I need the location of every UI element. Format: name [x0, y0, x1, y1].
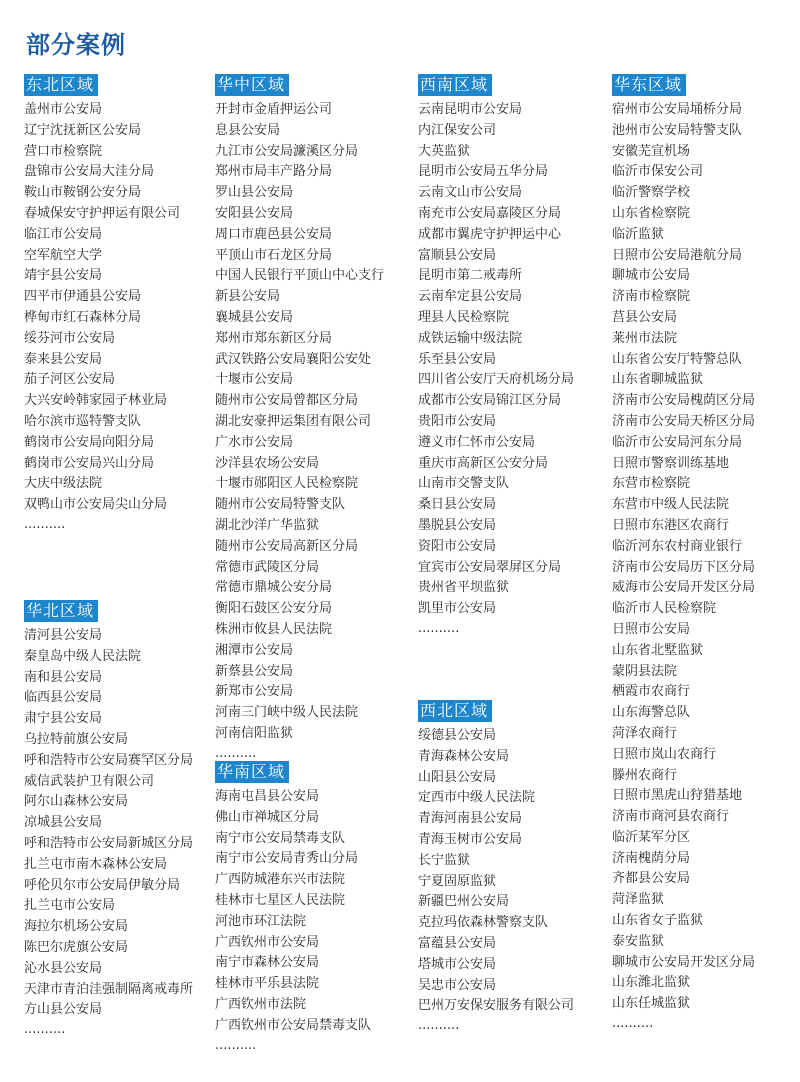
list-item: 茄子河区公安局 — [24, 372, 116, 388]
list-item: 呼和浩特市公安局赛罕区分局 — [24, 752, 194, 768]
list-item: 辽宁沈抚新区公安局 — [24, 122, 142, 138]
list-item: 广西钦州市法院 — [215, 996, 307, 1012]
list-item: 泰来县公安局 — [24, 351, 103, 367]
region-header: 华东区域 — [612, 74, 686, 96]
list-item: 广西钦州市公安局 — [215, 934, 320, 950]
list-item: 池州市公安局特警支队 — [612, 122, 743, 138]
more-indicator: .......... — [418, 620, 460, 636]
case-list — [24, 100, 180, 537]
region-east — [612, 74, 755, 1036]
list-item: 山南市交警支队 — [418, 476, 510, 492]
list-item: 呼和浩特市公安局新城区分局 — [24, 835, 194, 851]
list-item: 贵州省平坝监狱 — [418, 580, 510, 596]
list-item: 四平市伊通县公安局 — [24, 289, 142, 305]
list-item: 桂林市七星区人民法院 — [215, 892, 346, 908]
region-northwest — [418, 700, 574, 1038]
list-item: 南和县公安局 — [24, 669, 103, 685]
case-list — [612, 100, 755, 1036]
list-item: 罗山县公安局 — [215, 185, 294, 201]
list-item: 山东省聊城监狱 — [612, 372, 704, 388]
list-item: 宁夏固原监狱 — [418, 873, 497, 889]
list-item: 济南槐荫分局 — [612, 850, 691, 866]
list-item: 沁水县公安局 — [24, 960, 103, 976]
list-item: 济南市检察院 — [612, 289, 691, 305]
region-northeast — [24, 74, 180, 537]
list-item: 莒县公安局 — [612, 309, 678, 325]
list-item: 吴忠市公安局 — [418, 977, 497, 993]
list-item: 新县公安局 — [215, 289, 281, 305]
list-item: 鹤岗市公安局兴山分局 — [24, 455, 155, 471]
more-indicator: .......... — [612, 1016, 654, 1032]
list-item: 日照市东港区农商行 — [612, 517, 730, 533]
list-item: 海南屯昌县公安局 — [215, 789, 320, 804]
list-item: 开封市金盾押运公司 — [215, 102, 333, 117]
list-item: 方山县公安局 — [24, 1002, 103, 1018]
list-item: 九江市公安局濂溪区分局 — [215, 143, 359, 159]
list-item: 空军航空大学 — [24, 247, 103, 263]
list-item: 桂林市平乐县法院 — [215, 976, 320, 992]
list-item: 克拉玛依森林警察支队 — [418, 915, 549, 931]
region-south — [215, 761, 371, 1057]
list-item: 凉城县公安局 — [24, 815, 103, 831]
list-item: 内江保安公司 — [418, 122, 497, 138]
list-item: 莱州市法院 — [612, 330, 678, 346]
list-item: 呼伦贝尔市公安局伊敏分局 — [24, 877, 181, 893]
list-item: 云南牟定县公安局 — [418, 289, 523, 305]
list-item: 栖霞市农商行 — [612, 684, 691, 700]
region-north — [24, 600, 193, 1042]
list-item: 墨脱县公安局 — [418, 517, 497, 533]
list-item: 随州市公安局高新区分局 — [215, 538, 359, 554]
list-item: 临沂监狱 — [612, 226, 665, 242]
list-item: 安阳县公安局 — [215, 205, 294, 221]
list-item: 济南市商河县农商行 — [612, 809, 730, 825]
list-item: 菏泽监狱 — [612, 892, 665, 908]
list-item: 东营市检察院 — [612, 476, 691, 492]
list-item: 乌拉特前旗公安局 — [24, 731, 129, 747]
region-central — [215, 74, 384, 766]
region-header: 西南区域 — [418, 74, 492, 96]
list-item: 日照市公安局 — [612, 621, 691, 637]
list-item: 河南三门峡中级人民法院 — [215, 705, 359, 721]
list-item: 靖宇县公安局 — [24, 268, 103, 284]
list-item: 新郑市公安局 — [215, 684, 294, 700]
list-item: 襄城县公安局 — [215, 309, 294, 325]
list-item: 日照市岚山农商行 — [612, 746, 717, 762]
list-item: 河南信阳监狱 — [215, 725, 294, 741]
list-item: 宿州市公安局埇桥分局 — [612, 102, 743, 117]
list-item: 十堰市公安局 — [215, 372, 294, 388]
list-item: 东营市中级人民法院 — [612, 497, 730, 513]
list-item: 盘锦市公安局大洼分局 — [24, 164, 155, 180]
list-item: 衡阳石鼓区公安分局 — [215, 601, 333, 617]
list-item: 宜宾市公安局翠屏区分局 — [418, 559, 562, 575]
list-item: 日照市警察训练基地 — [612, 455, 730, 471]
list-item: 临沂市保安公司 — [612, 164, 704, 180]
list-item: 贵阳市公安局 — [418, 413, 497, 429]
more-indicator: .......... — [24, 516, 66, 532]
list-item: 息县公安局 — [215, 122, 281, 138]
list-item: 青海玉树市公安局 — [418, 831, 523, 847]
list-item: 定西市中级人民法院 — [418, 790, 536, 806]
list-item: 广西钦州市公安局禁毒支队 — [215, 1017, 372, 1033]
list-item: 鹤岗市公安局向阳分局 — [24, 434, 155, 450]
list-item: 湖北安豪押运集团有限公司 — [215, 413, 372, 429]
case-list — [215, 100, 384, 766]
list-item: 巴州万安保安服务有限公司 — [418, 998, 575, 1014]
list-item: 哈尔滨市巡特警支队 — [24, 413, 142, 429]
list-item: 盖州市公安局 — [24, 102, 103, 117]
list-item: 日照市公安局港航分局 — [612, 247, 743, 263]
list-item: 日照市黑虎山狩猎基地 — [612, 788, 743, 804]
list-item: 四川省公安厅天府机场分局 — [418, 372, 575, 388]
list-item: 蒙阴县法院 — [612, 663, 678, 679]
list-item: 沙洋县农场公安局 — [215, 455, 320, 471]
region-header: 华中区域 — [215, 74, 289, 96]
list-item: 绥芬河市公安局 — [24, 330, 116, 346]
list-item: 云南文山市公安局 — [418, 185, 523, 201]
list-item: 塔城市公安局 — [418, 956, 497, 972]
list-item: 佛山市禅城区分局 — [215, 809, 320, 825]
list-item: 随州市公安局曾都区分局 — [215, 393, 359, 409]
list-item: 威信武装护卫有限公司 — [24, 773, 155, 789]
more-indicator: .......... — [418, 1018, 460, 1034]
region-header: 华北区域 — [24, 600, 98, 622]
list-item: 安徽芜宣机场 — [612, 143, 691, 159]
list-item: 菏泽农商行 — [612, 725, 678, 741]
list-item: 随州市公安局特警支队 — [215, 497, 346, 513]
list-item: 遵义市仁怀市公安局 — [418, 434, 536, 450]
list-item: 昆明市公安局五华分局 — [418, 164, 549, 180]
list-item: 双鸭山市公安局尖山分局 — [24, 497, 168, 513]
list-item: 湘潭市公安局 — [215, 642, 294, 658]
list-item: 临沂警察学校 — [612, 185, 691, 201]
list-item: 中国人民银行平顶山中心支行 — [215, 268, 385, 284]
list-item: 长宁监狱 — [418, 852, 471, 868]
list-item: 成都市翼虎守护押运中心 — [418, 226, 562, 242]
list-item: 重庆市高新区公安分局 — [418, 455, 549, 471]
list-item: 春城保安守护押运有限公司 — [24, 205, 181, 221]
list-item: 河池市环江法院 — [215, 913, 307, 929]
list-item: 广水市公安局 — [215, 434, 294, 450]
list-item: 新疆巴州公安局 — [418, 894, 510, 910]
case-list — [418, 100, 574, 641]
list-item: 平顶山市石龙区分局 — [215, 247, 333, 263]
region-header: 东北区域 — [24, 74, 98, 96]
list-item: 青海森林公安局 — [418, 748, 510, 764]
list-item: 聊城市公安局 — [612, 268, 691, 284]
list-item: 陈巴尔虎旗公安局 — [24, 939, 129, 955]
list-item: 南宁市森林公安局 — [215, 955, 320, 971]
more-indicator: .......... — [215, 1037, 257, 1053]
list-item: 山东省北墅监狱 — [612, 642, 704, 658]
list-item: 山东省公安厅特警总队 — [612, 351, 743, 367]
list-item: 滕州农商行 — [612, 767, 678, 783]
list-item: 富蕴县公安局 — [418, 935, 497, 951]
list-item: 鞍山市鞍钢公安分局 — [24, 185, 142, 201]
list-item: 南宁市公安局青秀山分局 — [215, 851, 359, 867]
list-item: 临西县公安局 — [24, 690, 103, 706]
list-item: 成都市公安局锦江区分局 — [418, 393, 562, 409]
list-item: 天津市青泊洼强制隔离戒毒所 — [24, 981, 194, 997]
list-item: 桦甸市红石森林分局 — [24, 309, 142, 325]
list-item: 南宁市公安局禁毒支队 — [215, 830, 346, 846]
list-item: 临沂河东农村商业银行 — [612, 538, 743, 554]
list-item: 常德市鼎城公安分局 — [215, 580, 333, 596]
list-item: 临沂市人民检察院 — [612, 601, 717, 617]
list-item: 泰安监狱 — [612, 933, 665, 949]
list-item: 临江市公安局 — [24, 226, 103, 242]
list-item: 周口市鹿邑县公安局 — [215, 226, 333, 242]
list-item: 临沂某军分区 — [612, 829, 691, 845]
list-item: 湖北沙洋广华监狱 — [215, 517, 320, 533]
list-item: 济南市公安局天桥区分局 — [612, 413, 756, 429]
list-item: 清河县公安局 — [24, 628, 103, 643]
list-item: 资阳市公安局 — [418, 538, 497, 554]
list-item: 云南昆明市公安局 — [418, 102, 523, 117]
list-item: 山阳县公安局 — [418, 769, 497, 785]
list-item: 理县人民检察院 — [418, 309, 510, 325]
list-item: 十堰市郧阳区人民检察院 — [215, 476, 359, 492]
list-item: 秦皇岛中级人民法院 — [24, 648, 142, 664]
list-item: 大兴安岭韩家园子林业局 — [24, 393, 168, 409]
page-title: 部分案例 — [26, 31, 126, 59]
list-item: 桑日县公安局 — [418, 497, 497, 513]
list-item: 大庆中级法院 — [24, 476, 103, 492]
list-item: 乐至县公安局 — [418, 351, 497, 367]
list-item: 肃宁县公安局 — [24, 711, 103, 727]
list-item: 阿尔山森林公安局 — [24, 794, 129, 810]
list-item: 昆明市第二戒毒所 — [418, 268, 523, 284]
case-list — [215, 787, 371, 1057]
list-item: 威海市公安局开发区分局 — [612, 580, 756, 596]
region-header: 华南区域 — [215, 761, 289, 783]
list-item: 新蔡县公安局 — [215, 663, 294, 679]
list-item: 武汉铁路公安局襄阳公安处 — [215, 351, 372, 367]
list-item: 山东省女子监狱 — [612, 913, 704, 929]
list-item: 山东潍北监狱 — [612, 975, 691, 991]
list-item: 郑州市局丰产路分局 — [215, 164, 333, 180]
list-item: 济南市公安局历下区分局 — [612, 559, 756, 575]
list-item: 成铁运输中级法院 — [418, 330, 523, 346]
list-item: 聊城市公安局开发区分局 — [612, 954, 756, 970]
list-item: 扎兰屯市南木森林公安局 — [24, 856, 168, 872]
case-list — [24, 626, 193, 1042]
list-item: 山东省检察院 — [612, 205, 691, 221]
more-indicator: .......... — [215, 745, 257, 761]
list-item: 青海河南县公安局 — [418, 811, 523, 827]
list-item: 大英监狱 — [418, 143, 471, 159]
list-item: 富顺县公安局 — [418, 247, 497, 263]
list-item: 绥德县公安局 — [418, 728, 497, 743]
list-item: 株洲市攸县人民法院 — [215, 621, 333, 637]
more-indicator: .......... — [24, 1022, 66, 1038]
list-item: 山东海警总队 — [612, 705, 691, 721]
list-item: 营口市检察院 — [24, 143, 103, 159]
list-item: 常德市武陵区分局 — [215, 559, 320, 575]
region-header: 西北区域 — [418, 700, 492, 722]
case-list — [418, 726, 574, 1038]
list-item: 济南市公安局槐荫区分局 — [612, 393, 756, 409]
list-item: 齐都县公安局 — [612, 871, 691, 887]
list-item: 广西防城港东兴市法院 — [215, 872, 346, 888]
list-item: 南充市公安局嘉陵区分局 — [418, 205, 562, 221]
list-item: 郑州市郑东新区分局 — [215, 330, 333, 346]
list-item: 海拉尔机场公安局 — [24, 919, 129, 935]
region-southwest — [418, 74, 574, 641]
list-item: 山东任城监狱 — [612, 996, 691, 1012]
list-item: 扎兰屯市公安局 — [24, 898, 116, 914]
list-item: 临沂市公安局河东分局 — [612, 434, 743, 450]
list-item: 凯里市公安局 — [418, 601, 497, 617]
